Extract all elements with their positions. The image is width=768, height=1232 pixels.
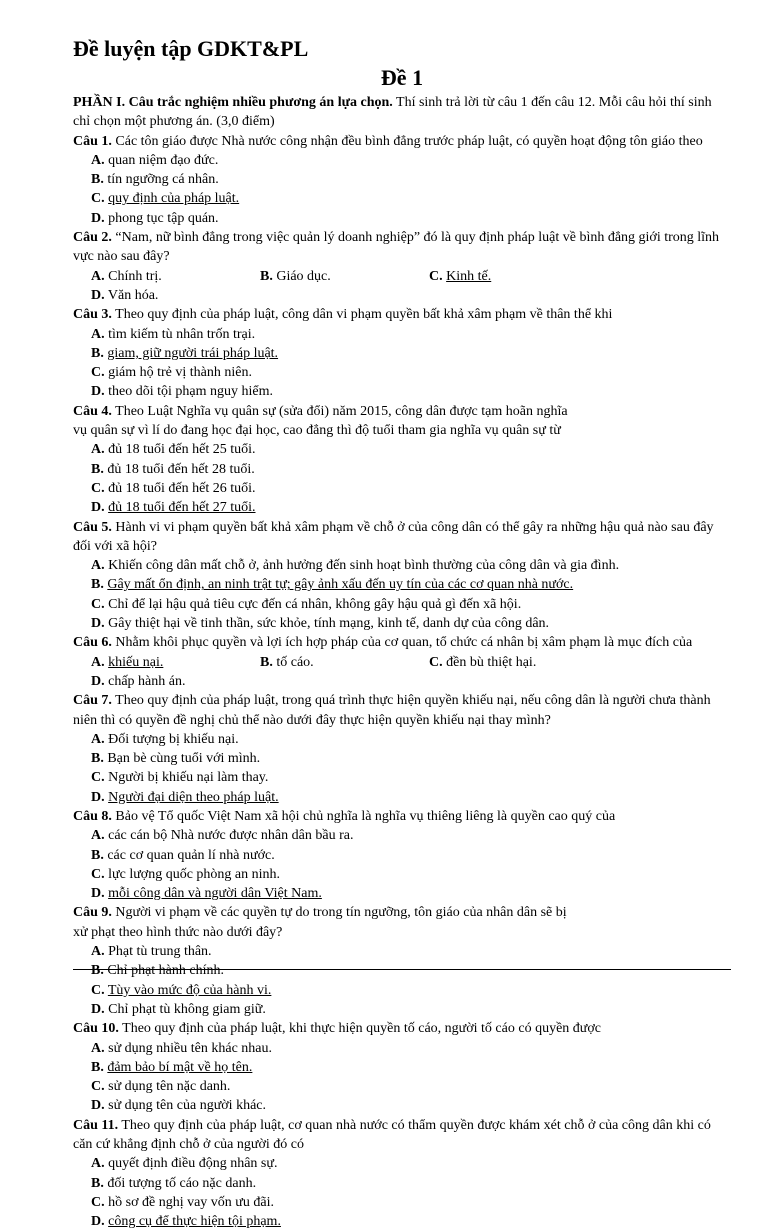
question-text: Hành vi vi phạm quyền bất khả xâm phạm về chỗ ở của công dân có thể gây ra những hậu quả nào sau đây đối với xã hội? <box>73 519 714 554</box>
answer-option[interactable] <box>91 614 731 633</box>
answer-option[interactable] <box>91 1174 430 1193</box>
option-letter: B. <box>91 847 104 863</box>
option-text: Chỉ phạt hành chính. <box>107 963 224 979</box>
option-text: Phạt tù trung thân. <box>108 944 212 960</box>
question-number: Câu 7. <box>73 693 112 709</box>
question-number: Câu 1. <box>73 133 112 149</box>
option-letter: B. <box>91 577 104 593</box>
option-letter: A. <box>91 326 105 342</box>
option-text: giám hộ trẻ vị thành niên. <box>108 365 252 381</box>
answer-option[interactable] <box>429 653 598 672</box>
question-number: Câu 9. <box>73 905 112 921</box>
option-letter: B. <box>260 654 273 670</box>
question-6 <box>73 633 731 691</box>
option-letter: A. <box>91 558 105 574</box>
exam-page <box>73 34 731 1232</box>
section-instruction: Thí sinh trả lời từ câu 1 đến câu 12. Mỗi câu hỏi thí sinh chỉ chọn một phương án. (3,0 điểm) <box>73 95 712 130</box>
option-letter: B. <box>91 963 104 979</box>
answer-option[interactable] <box>91 788 430 807</box>
option-group <box>73 325 731 402</box>
option-group <box>73 730 731 807</box>
option-letter: A. <box>91 944 105 960</box>
question-text: Các tôn giáo được Nhà nước công nhận đều bình đẳng trước pháp luật, có quyền hoạt động tôn giáo theo <box>115 133 703 149</box>
answer-option[interactable] <box>91 189 430 208</box>
option-text: chấp hành án. <box>108 673 186 689</box>
option-letter: A. <box>91 654 105 670</box>
option-text: giam, giữ người trái pháp luật. <box>107 345 279 361</box>
question-number: Câu 11. <box>73 1117 119 1133</box>
option-text: đủ 18 tuổi đến hết 26 tuổi. <box>108 480 256 496</box>
answer-option[interactable] <box>91 961 430 980</box>
option-text: Đối tượng bị khiếu nại. <box>108 731 239 747</box>
option-letter: A. <box>91 1040 105 1056</box>
option-text: Gây mất ổn định, an ninh trật tự; gây ảnh xấu đến uy tín của các cơ quan nhà nước. <box>107 577 574 593</box>
answer-option[interactable] <box>91 498 430 517</box>
question-11 <box>73 1116 731 1232</box>
answer-option[interactable] <box>91 440 430 459</box>
exam-title: Đề 1 <box>380 65 424 90</box>
answer-option[interactable] <box>91 865 731 884</box>
question-text: xử phạt theo hình thức nào dưới đây? <box>73 924 283 940</box>
answer-option[interactable] <box>91 1077 430 1096</box>
question-number: Câu 2. <box>73 230 112 246</box>
option-text: hồ sơ đề nghị vay vốn ưu đãi. <box>108 1194 274 1210</box>
option-text: đủ 18 tuổi đến hết 27 tuổi. <box>108 500 256 516</box>
option-letter: C. <box>91 191 105 207</box>
option-letter: C. <box>429 654 443 670</box>
option-group <box>73 151 731 228</box>
answer-option[interactable] <box>91 1096 430 1115</box>
question-stem <box>73 518 731 557</box>
answer-option[interactable] <box>91 575 731 594</box>
option-text: Chính trị. <box>108 268 162 284</box>
option-text: Chỉ phạt tù không giam giữ. <box>108 1001 266 1017</box>
option-letter: B. <box>91 1175 104 1191</box>
question-3 <box>73 305 731 401</box>
option-letter: D. <box>91 1098 105 1114</box>
option-letter: D. <box>91 287 105 303</box>
answer-option[interactable] <box>91 325 430 344</box>
answer-option[interactable] <box>91 1039 430 1058</box>
option-letter: C. <box>91 480 105 496</box>
option-group <box>73 267 731 306</box>
option-letter: D. <box>91 789 105 805</box>
option-text: sử dụng tên của người khác. <box>108 1098 267 1114</box>
option-letter: B. <box>91 461 104 477</box>
question-stem <box>73 305 731 324</box>
option-text: đền bù thiệt hại. <box>446 654 537 670</box>
option-text: Khiến công dân mất chỗ ở, ảnh hưởng đến sinh hoạt bình thường của công dân và gia đình. <box>108 558 620 574</box>
answer-option[interactable] <box>91 382 430 401</box>
option-text: Giáo dục. <box>276 268 331 284</box>
answer-option[interactable] <box>260 267 429 286</box>
answer-option[interactable] <box>91 1154 430 1173</box>
question-9 <box>73 903 731 1019</box>
option-text: phong tục tập quán. <box>108 210 219 226</box>
question-number: Câu 6. <box>73 635 112 651</box>
option-group <box>73 653 731 692</box>
option-letter: C. <box>429 268 443 284</box>
answer-option[interactable] <box>91 151 430 170</box>
option-text: mỗi công dân và người dân Việt Nam. <box>108 886 322 902</box>
answer-option[interactable] <box>91 460 430 479</box>
answer-option[interactable] <box>260 653 429 672</box>
answer-option[interactable] <box>91 363 430 382</box>
question-2 <box>73 228 731 305</box>
option-text: Chỉ để lại hậu quả tiêu cực đến cá nhân, không gây hậu quả gì đến xã hội. <box>108 596 522 612</box>
question-number: Câu 3. <box>73 307 112 323</box>
question-stem <box>73 691 731 730</box>
answer-option[interactable] <box>91 749 430 768</box>
answer-option[interactable] <box>91 730 430 749</box>
option-letter: D. <box>91 673 105 689</box>
option-group <box>73 1154 731 1231</box>
option-text: đối tượng tố cáo nặc danh. <box>107 1175 257 1191</box>
question-stem <box>73 421 731 440</box>
question-stem <box>73 903 731 922</box>
option-text: tìm kiếm tù nhân trốn trại. <box>108 326 256 342</box>
option-letter: A. <box>91 1156 105 1172</box>
answer-option[interactable] <box>91 286 260 305</box>
answer-option[interactable] <box>91 1212 430 1231</box>
answer-option[interactable] <box>91 1000 430 1019</box>
question-text: Nhằm khôi phục quyền và lợi ích hợp pháp của cơ quan, tổ chức cá nhân bị xâm phạm là mục đích của <box>115 635 693 651</box>
option-text: Bạn bè cùng tuổi với mình. <box>107 751 261 767</box>
option-letter: A. <box>91 731 105 747</box>
question-stem <box>73 1019 731 1038</box>
option-letter: C. <box>91 365 105 381</box>
option-text: Gây thiệt hại về tinh thần, sức khỏe, tính mạng, kinh tế, danh dự của công dân. <box>108 616 550 632</box>
question-number: Câu 8. <box>73 808 112 824</box>
option-letter: C. <box>91 982 105 998</box>
option-letter: B. <box>91 345 104 361</box>
option-letter: B. <box>91 751 104 767</box>
option-letter: D. <box>91 1214 105 1230</box>
option-text: sử dụng tên nặc danh. <box>108 1079 231 1095</box>
answer-option[interactable] <box>91 981 430 1000</box>
answer-option[interactable] <box>91 942 430 961</box>
option-text: quyết định điều động nhân sự. <box>108 1156 278 1172</box>
option-text: Người bị khiếu nại làm thay. <box>108 770 269 786</box>
option-text: lực lượng quốc phòng an ninh. <box>108 866 281 882</box>
option-group <box>73 556 731 633</box>
option-letter: C. <box>91 770 105 786</box>
option-letter: C. <box>91 1079 105 1095</box>
option-letter: B. <box>91 172 104 188</box>
question-stem <box>73 132 731 151</box>
option-text: các cán bộ Nhà nước được nhân dân bầu ra. <box>108 828 354 844</box>
option-group <box>73 440 731 517</box>
question-text: Theo quy định của pháp luật, khi thực hiện quyền tố cáo, người tố cáo có quyền được <box>122 1021 601 1037</box>
answer-option[interactable] <box>91 1193 430 1212</box>
section-intro <box>73 93 731 132</box>
question-stem <box>73 923 731 942</box>
page-divider <box>73 969 731 970</box>
option-text: tín ngưỡng cá nhân. <box>107 172 219 188</box>
section-heading: PHẦN I. Câu trắc nghiệm nhiều phương án lựa chọn. <box>73 95 393 110</box>
document-title: Đề luyện tập GDKT&PL <box>73 36 309 61</box>
question-4 <box>73 402 731 518</box>
option-letter: A. <box>91 828 105 844</box>
answer-option[interactable] <box>91 479 430 498</box>
option-letter: A. <box>91 268 105 284</box>
option-letter: C. <box>91 1194 105 1210</box>
answer-option[interactable] <box>91 344 430 363</box>
answer-option[interactable] <box>91 267 260 286</box>
question-number: Câu 4. <box>73 403 112 419</box>
option-text: quan niệm đạo đức. <box>108 152 219 168</box>
option-text: các cơ quan quản lí nhà nước. <box>107 847 275 863</box>
option-text: quy định của pháp luật. <box>108 191 240 207</box>
question-10 <box>73 1019 731 1115</box>
option-letter: D. <box>91 1001 105 1017</box>
option-letter: B. <box>91 1059 104 1075</box>
question-text: Người vi phạm về các quyền tự do trong tín ngưỡng, tôn giáo của nhân dân sẽ bị <box>115 905 567 921</box>
question-stem <box>73 402 731 421</box>
option-group <box>73 826 731 903</box>
option-letter: C. <box>91 596 105 612</box>
answer-option[interactable] <box>91 884 731 903</box>
option-letter: D. <box>91 210 105 226</box>
option-text: Kinh tế. <box>446 268 492 284</box>
option-text: đủ 18 tuổi đến hết 28 tuổi. <box>107 461 255 477</box>
answer-option[interactable] <box>91 209 430 228</box>
answer-option[interactable] <box>91 826 731 845</box>
option-text: khiếu nại. <box>108 654 164 670</box>
option-text: đủ 18 tuổi đến hết 25 tuổi. <box>108 442 256 458</box>
answer-option[interactable] <box>91 1058 430 1077</box>
option-text: tố cáo. <box>276 654 314 670</box>
option-text: công cụ để thực hiện tội phạm. <box>108 1214 281 1230</box>
answer-option[interactable] <box>91 170 430 189</box>
answer-option[interactable] <box>91 846 731 865</box>
question-7 <box>73 691 731 807</box>
answer-option[interactable] <box>91 595 731 614</box>
question-8 <box>73 807 731 903</box>
option-group <box>73 1039 731 1116</box>
question-text: Theo quy định của pháp luật, cơ quan nhà nước có thẩm quyền được khám xét chỗ ở của công dân khi có căn cứ khẳng định chỗ ở của người đó có <box>73 1117 711 1153</box>
answer-option[interactable] <box>429 267 598 286</box>
option-letter: B. <box>260 268 273 284</box>
question-number: Câu 5. <box>73 519 112 535</box>
question-text: vụ quân sự vì lí do đang học đại học, cao đẳng thì độ tuổi tham gia nghĩa vụ quân sự từ <box>73 423 561 439</box>
question-stem <box>73 807 731 826</box>
option-group <box>73 942 731 1019</box>
option-letter: D. <box>91 616 105 632</box>
answer-option[interactable] <box>91 672 260 691</box>
option-text: Văn hóa. <box>107 287 159 303</box>
option-letter: A. <box>91 442 105 458</box>
question-text: Theo Luật Nghĩa vụ quân sự (sửa đổi) năm 2015, công dân được tạm hoãn nghĩa <box>115 403 568 419</box>
question-stem <box>73 228 731 267</box>
option-letter: D. <box>91 384 105 400</box>
answer-option[interactable] <box>91 556 731 575</box>
question-text: Theo quy định của pháp luật, trong quá trình thực hiện quyền khiếu nại, nếu công dân là người chưa thành niên thì có quyền đề nghị chủ thể nào dưới đây thực hiện quyền khiếu nại thay mình? <box>73 693 711 728</box>
option-letter: D. <box>91 500 105 516</box>
option-letter: A. <box>91 152 105 168</box>
option-text: theo dõi tội phạm nguy hiểm. <box>108 384 273 400</box>
question-text: “Nam, nữ bình đẳng trong việc quản lý doanh nghiệp” đó là quy định pháp luật về bình đẳng giới trong lĩnh vực nào sau đây? <box>73 230 720 265</box>
answer-option[interactable] <box>91 768 430 787</box>
question-text: Bảo vệ Tổ quốc Việt Nam xã hội chủ nghĩa là nghĩa vụ thiêng liêng là quyền cao quý của <box>115 808 616 824</box>
question-list <box>73 132 731 1232</box>
question-number: Câu 10. <box>73 1021 119 1037</box>
option-text: đảm bảo bí mật về họ tên. <box>107 1059 253 1075</box>
option-text: sử dụng nhiều tên khác nhau. <box>108 1040 273 1056</box>
question-stem <box>73 633 731 652</box>
question-5 <box>73 518 731 634</box>
option-text: Tùy vào mức độ của hành vi. <box>107 982 272 998</box>
question-stem <box>73 1116 731 1155</box>
option-letter: D. <box>91 886 105 902</box>
question-text: Theo quy định của pháp luật, công dân vi phạm quyền bất khả xâm phạm về thân thể khi <box>115 307 613 323</box>
option-letter: C. <box>91 866 105 882</box>
answer-option[interactable] <box>91 653 260 672</box>
question-1 <box>73 132 731 228</box>
option-text: Người đại diện theo pháp luật. <box>108 789 279 805</box>
